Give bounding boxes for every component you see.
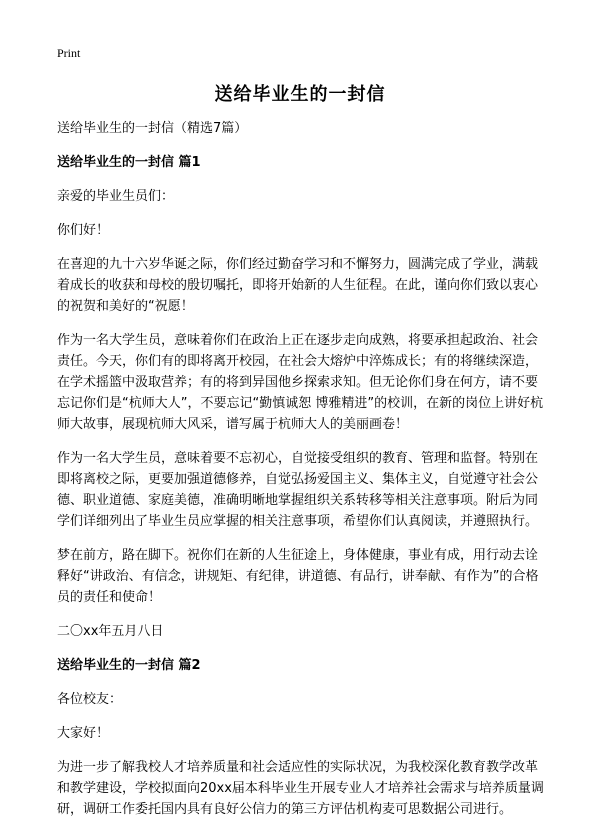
- letter-1-paragraph-3: 作为一名大学生员，意味着要不忘初心，自觉接受组织的教育、管理和监督。特别在即将离校之际，更要加强道德修养，自觉弘扬爱国主义、集体主义，自觉遵守社会公德、职业道德、家庭美德，准确明晰地掌握组织关系转移等相关注意事项。附后为同学们详细列出了毕业生员应掌握的相关注意事项，希望你们认真阅读，并遵照执行。: [57, 451, 539, 529]
- letter-1-hello: 你们好！: [57, 223, 110, 238]
- letter-1-paragraph-1: 在喜迎的九十六岁华诞之际，你们经过勤奋学习和不懈努力，圆满完成了学业，满载着成长的收获和母校的殷切嘱托，即将开始新的人生征程。在此，谨向你们致以衷心的祝贺和美好的“祝愿！: [57, 257, 539, 314]
- letter-2-hello: 大家好！: [57, 726, 110, 741]
- letter-2-paragraph-1: 为进一步了解我校人才培养质量和社会适应性的实际状况，为我校深化教育教学改革和教学建设，学校拟面向20xx届本科毕业生开展专业人才培养社会需求与培养质量调研，调研工作委托国内具有良好公信力的第三方评估机构麦可思数据公司进行。: [57, 760, 544, 817]
- letter-1-greeting: 亲爱的毕业生员们：: [57, 189, 175, 204]
- letter-1-paragraph-2: 作为一名大学生员，意味着你们在政治上正在逐步走向成熟，将要承担起政治、社会责任。今天，你们有的即将离开校园，在社会大熔炉中淬炼成长；有的将继续深造，在学术摇篮中汲取营养；有的将到异国他乡探索求知。但无论你们身在何方，请不要忘记你们是“杭师大人”，不要忘记“勤慎诚恕 博雅精进”的校训，在新的岗位上讲好杭师大故事，展现杭师大风采，谱写属于杭师大人的美丽画卷！: [57, 333, 544, 432]
- document-subtitle: 送给毕业生的一封信（精选7篇）: [57, 121, 248, 136]
- letter-2-greeting: 各位校友：: [57, 692, 123, 707]
- print-label: Print: [57, 46, 81, 60]
- letter-2-heading: 送给毕业生的一封信 篇2: [57, 658, 201, 673]
- letter-1-paragraph-4: 梦在前方，路在脚下。祝你们在新的人生征途上，身体健康，事业有成，用行动去诠释好“讲政治、有信念，讲规矩、有纪律，讲道德、有品行，讲奉献、有作为”的合格员的责任和使命！: [57, 548, 539, 605]
- document-body: [57, 118, 545, 833]
- document-title: 送给毕业生的一封信: [214, 84, 386, 105]
- letter-1-heading: 送给毕业生的一封信 篇1: [57, 155, 201, 170]
- letter-1-date: 二〇xx年五月八日: [57, 624, 164, 639]
